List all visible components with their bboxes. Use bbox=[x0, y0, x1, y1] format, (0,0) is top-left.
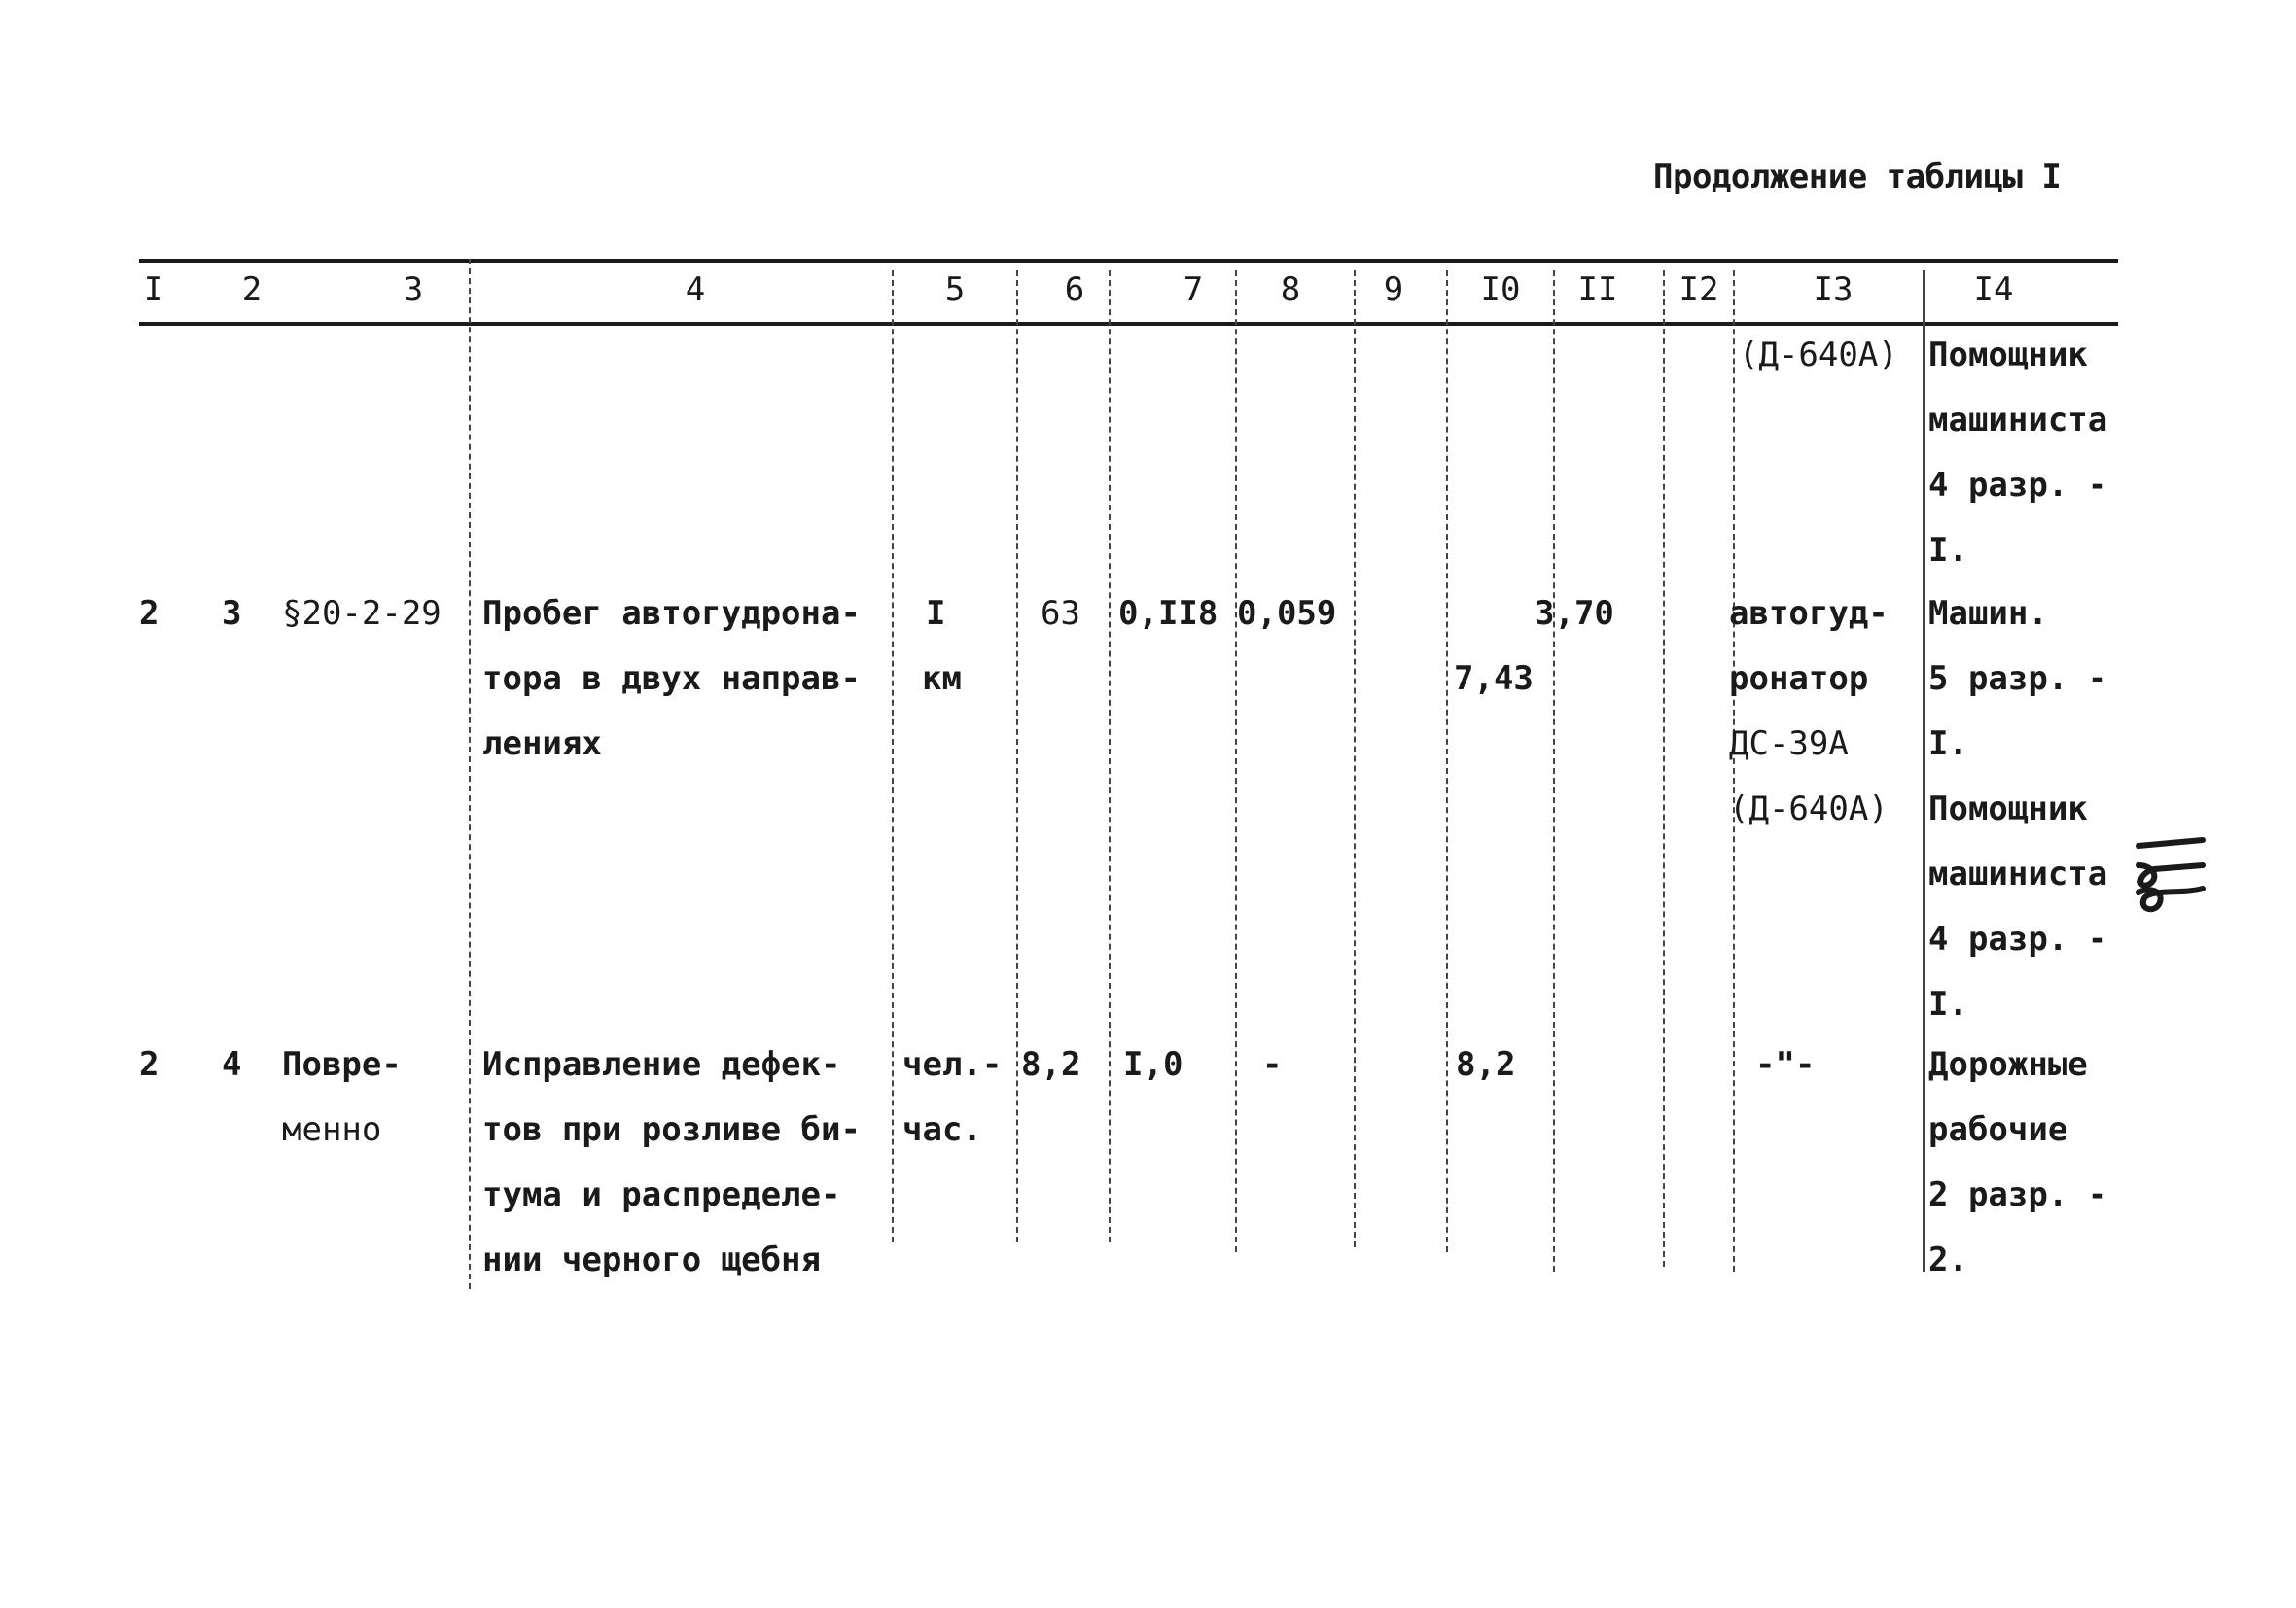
table-row-2-col-14: Дорожные рабочие 2 разр. - 2. bbox=[1928, 1045, 2108, 1279]
header-col-3: 3 bbox=[403, 270, 424, 309]
header-col-9: 9 bbox=[1383, 270, 1404, 309]
header-col-4: 4 bbox=[685, 270, 706, 309]
column-divider bbox=[469, 259, 471, 1289]
handwritten-page-number bbox=[2125, 826, 2212, 933]
header-col-8: 8 bbox=[1280, 270, 1301, 309]
header-col-10: I0 bbox=[1480, 270, 1521, 309]
table-caption: Продолжение таблицы I bbox=[1653, 157, 2062, 196]
column-divider bbox=[1553, 270, 1555, 1272]
table-row-2-col-13: -"- bbox=[1755, 1045, 1816, 1084]
table-row-1-col-13: автогуд- ронатор ДС-39А (Д-640А) bbox=[1729, 594, 1889, 828]
column-divider bbox=[1663, 270, 1665, 1267]
table-row-2-col-5: чел.- час. bbox=[902, 1045, 1003, 1149]
table-row-1-col-5: I км bbox=[922, 594, 962, 698]
header-col-5: 5 bbox=[944, 270, 966, 309]
table-row-2-col-2: 4 bbox=[222, 1045, 242, 1084]
header-col-11: II bbox=[1577, 270, 1618, 309]
table-row-1-col-10: 7,43 bbox=[1454, 659, 1534, 698]
header-col-1: I bbox=[143, 270, 164, 309]
column-divider bbox=[1354, 270, 1356, 1247]
table-row-1-col-6: 63 bbox=[1041, 594, 1080, 633]
header-col-7: 7 bbox=[1183, 270, 1204, 309]
table-row-2-col-4: Исправление дефек- тов при розливе би- тума и распределе- нии черного щебня bbox=[482, 1045, 861, 1279]
column-divider bbox=[1109, 270, 1111, 1242]
table-row-1-col-2: 3 bbox=[222, 594, 242, 633]
table-row-2-col-3: Повре- менно bbox=[282, 1045, 402, 1149]
table-row-2-col-1: 2 bbox=[139, 1045, 159, 1084]
header-col-6: 6 bbox=[1064, 270, 1085, 309]
table-row-1-col-4: Пробег автогудрона- тора в двух направ- лениях bbox=[482, 594, 861, 763]
continuation-col-13: (Д-640А) bbox=[1739, 335, 1898, 374]
header-col-14: I4 bbox=[1973, 270, 2014, 309]
table-row-2-col-10: 8,2 bbox=[1456, 1045, 1516, 1084]
continuation-col-14: Помощник машиниста 4 разр. - I. bbox=[1928, 335, 2108, 570]
table-row-1-col-11: 3,70 bbox=[1535, 594, 1614, 633]
column-divider bbox=[1235, 270, 1237, 1252]
table-row-1-col-7: 0,II8 bbox=[1118, 594, 1219, 633]
column-divider bbox=[892, 270, 894, 1242]
table-row-1-col-8: 0,059 bbox=[1237, 594, 1337, 633]
table-top-rule bbox=[139, 259, 2118, 263]
column-divider bbox=[1446, 270, 1448, 1252]
header-col-13: I3 bbox=[1813, 270, 1854, 309]
table-row-1-col-1: 2 bbox=[139, 594, 159, 633]
table-row-2-col-7: I,0 bbox=[1123, 1045, 1183, 1084]
table-row-1-col-14: Машин. 5 разр. - I. Помощник машиниста 4 разр. - I. bbox=[1928, 594, 2108, 1024]
column-divider bbox=[1016, 270, 1018, 1242]
column-divider bbox=[1923, 270, 1925, 1272]
header-col-2: 2 bbox=[241, 270, 263, 309]
table-row-2-col-8: - bbox=[1262, 1045, 1283, 1084]
header-col-12: I2 bbox=[1678, 270, 1719, 309]
table-row-2-col-6: 8,2 bbox=[1021, 1045, 1081, 1084]
table-row-1-col-3: §20-2-29 bbox=[282, 594, 442, 633]
